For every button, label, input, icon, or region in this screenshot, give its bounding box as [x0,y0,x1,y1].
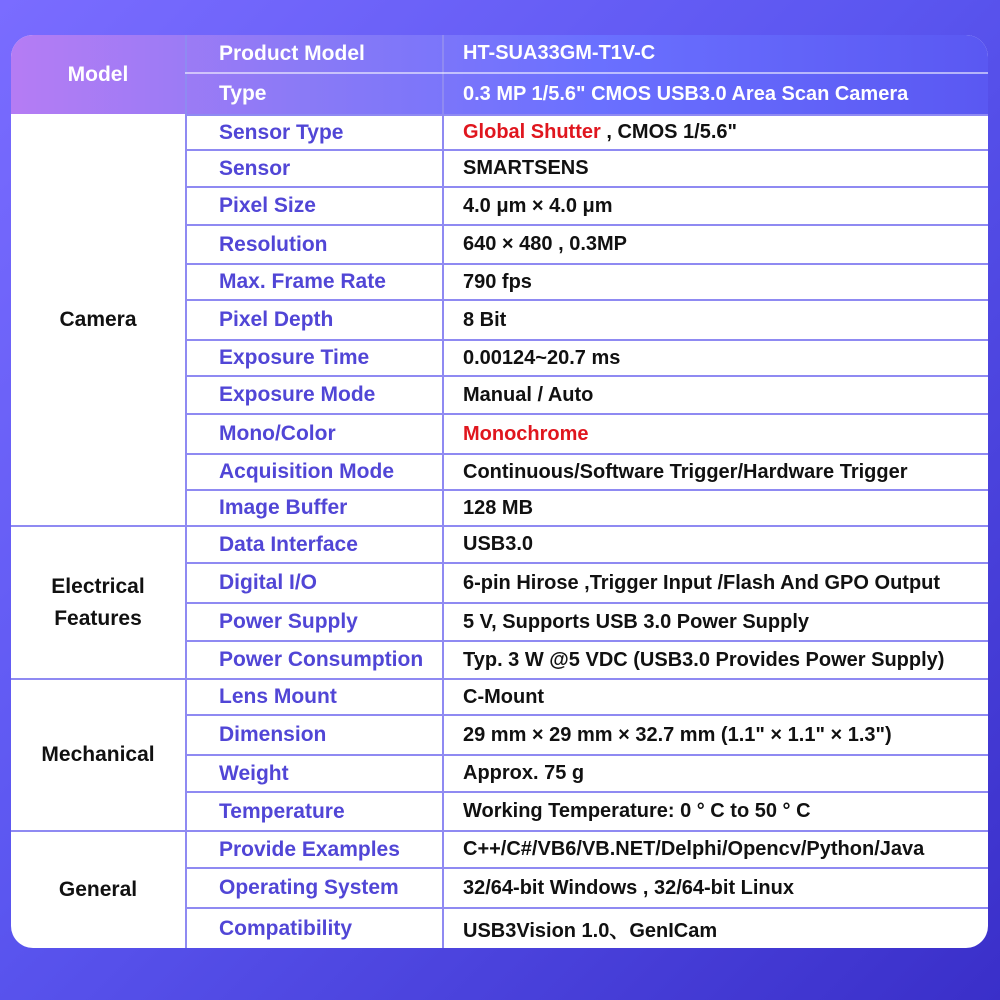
spec-value: HT-SUA33GM-T1V-C [463,42,656,64]
spec-row-product-model [185,35,988,74]
spec-key: Mono/Color [219,422,336,445]
spec-table [11,35,988,948]
spec-key: Sensor Type [219,120,344,144]
group-mechanical [11,680,185,832]
spec-value: Typ. 3 W @5 VDC (USB3.0 Provides Power Supply) [463,648,945,671]
spec-row-image-buffer [185,491,988,527]
spec-key: Pixel Depth [219,308,334,331]
spec-key: Resolution [219,232,328,256]
spec-value [463,121,737,144]
spec-key: Type [219,82,267,105]
group-camera [11,114,185,527]
group-general [11,832,185,948]
spec-key: Max. Frame Rate [219,270,386,293]
spec-row-resolution [185,226,988,265]
spec-value: C++/C#/VB6/VB.NET/Delphi/Opencv/Python/Java [463,838,925,860]
spec-value: 790 fps [463,270,532,293]
spec-key: Exposure Time [219,346,370,369]
spec-row-temperature [185,793,988,832]
spec-key: Image Buffer [219,496,348,519]
group-label: General [58,878,138,901]
spec-value: 4.0 μm × 4.0 μm [463,194,613,217]
spec-row-data-interface [185,527,988,564]
spec-value: C-Mount [463,685,545,708]
spec-row-mono-color [185,415,988,455]
spec-key: Weight [219,761,289,785]
spec-value: 5 V, Supports USB 3.0 Power Supply [463,610,810,633]
spec-row-power-supply [185,604,988,642]
spec-key: Power Supply [219,610,358,633]
spec-row-pixel-size [185,188,988,226]
spec-row-lens-mount [185,680,988,716]
spec-key: Acquisition Mode [219,460,394,483]
spec-value: 8 Bit [463,308,507,331]
spec-value: 640 × 480 , 0.3MP [463,233,628,255]
spec-row-max-frame-rate [185,265,988,301]
spec-row-exposure-time [185,341,988,377]
spec-row-provide-examples [185,832,988,869]
spec-key: Operating System [219,876,399,899]
spec-value: 29 mm × 29 mm × 32.7 mm (1.1" × 1.1" × 1.3") [463,723,892,746]
spec-key: Pixel Size [219,194,316,217]
spec-key: Provide Examples [219,837,400,861]
spec-row-operating-system [185,869,988,909]
group-label: Model [67,62,129,86]
spec-row-compatibility [185,909,988,948]
spec-value: Approx. 75 g [463,762,585,784]
group-label: Camera [59,307,137,331]
spec-row-sensor [185,151,988,188]
value-text: , CMOS 1/5.6" [600,121,737,143]
spec-value: 128 MB [463,496,534,519]
spec-value: USB3Vision 1.0、GenICam [463,920,718,942]
spec-value: Manual / Auto [463,383,594,406]
spec-value: USB3.0 [463,533,534,555]
spec-row-type [185,74,988,114]
group-label: Mechanical [41,743,155,766]
group-label-line: Features [54,606,142,630]
group-electrical-features [11,527,185,680]
spec-key: Lens Mount [219,685,337,708]
group-label-line: Electrical [51,574,145,598]
spec-key: Compatibility [219,916,353,940]
spec-key: Power Consumption [219,648,424,671]
spec-value: Monochrome [463,422,589,445]
group-model [11,35,185,114]
group-label [51,571,144,635]
spec-row-power-consumption [185,642,988,680]
spec-key: Dimension [219,723,327,746]
spec-row-pixel-depth [185,301,988,341]
spec-value: 6-pin Hirose ,Trigger Input /Flash And GPO Output [463,571,941,594]
spec-key: Exposure Mode [219,383,376,406]
spec-row-exposure-mode [185,377,988,415]
spec-row-sensor-type [185,114,988,151]
spec-value: SMARTSENS [463,157,589,179]
spec-key: Temperature [219,799,345,823]
spec-key: Digital I/O [219,571,318,594]
spec-value: 0.3 MP 1/5.6" CMOS USB3.0 Area Scan Camera [463,82,909,105]
spec-row-weight [185,756,988,793]
spec-row-dimension [185,716,988,756]
spec-value: Working Temperature: 0 ° C to 50 ° C [463,800,811,822]
spec-key: Data Interface [219,532,358,556]
spec-row-acquisition-mode [185,455,988,491]
spec-key: Product Model [219,41,365,65]
spec-key: Sensor [219,156,291,180]
spec-value: 32/64-bit Windows , 32/64-bit Linux [463,876,794,899]
highlight-text: Global Shutter [463,121,601,143]
spec-value: 0.00124~20.7 ms [463,346,621,369]
spec-row-digital-io [185,564,988,604]
spec-value: Continuous/Software Trigger/Hardware Trigger [463,460,908,483]
